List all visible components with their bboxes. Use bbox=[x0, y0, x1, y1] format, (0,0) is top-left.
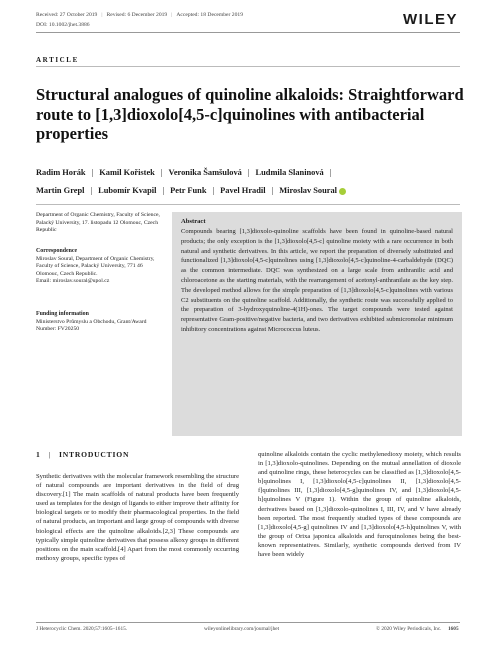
author-name[interactable]: Lubomír Kvapil bbox=[98, 186, 157, 195]
author-separator: | bbox=[271, 186, 274, 195]
correspondence-block bbox=[36, 248, 166, 286]
wiley-logo: WILEY bbox=[403, 11, 458, 28]
author-name[interactable]: Miroslav Soural bbox=[279, 186, 337, 195]
article-type-label: ARTICLE bbox=[36, 56, 79, 64]
received-dates bbox=[36, 12, 243, 18]
author-name[interactable]: Petr Funk bbox=[170, 186, 207, 195]
header-divider bbox=[36, 32, 460, 33]
date-separator: | bbox=[101, 12, 103, 18]
paper-title: Structural analogues of quinoline alkaloids: Straightforward route to [1,3]dioxolo[4,5-c]quinolines with antibacterial properties bbox=[36, 85, 464, 143]
abstract-box bbox=[172, 212, 462, 436]
accepted-date: Accepted: 18 December 2019 bbox=[176, 12, 243, 18]
correspondence-email[interactable]: Email: miroslav.soural@upol.cz bbox=[36, 278, 110, 285]
doi[interactable]: DOI: 10.1002/jhet.3886 bbox=[36, 22, 90, 28]
section-title: INTRODUCTION bbox=[58, 450, 130, 459]
section-heading bbox=[36, 450, 129, 459]
revised-date: Revised: 6 December 2019 bbox=[106, 12, 168, 18]
section-separator: | bbox=[48, 450, 51, 459]
author-row-1 bbox=[36, 164, 466, 182]
intro-left-column: Synthetic derivatives with the molecular framework resembling the structure of natural compounds are important derivatives in the field of drug discovery.[1] The main scaffolds of natural products have been frequently used as templates for the design of ligands to either improve their affinity for biological targets or to modify their pharmacological properties. In the field of natural products, an important and large group of compounds with diverse biological effects are the quinoline alkaloids.[2,3] These compounds are typically simple quinoline derivatives that possess alkoxy groups in different positions on the main scaffold.[4] Apart from the most commonly occurring methoxy groups, specific types of bbox=[36, 473, 239, 562]
footer-journal: J Heterocyclic Chem. 2020;57:1605–1615. bbox=[36, 626, 128, 632]
author-name[interactable]: Pavel Hradil bbox=[220, 186, 266, 195]
author-name[interactable]: Ludmila Slaninová bbox=[255, 168, 324, 177]
author-name[interactable]: Radim Horák bbox=[36, 168, 86, 177]
intro-right-column: quinoline alkaloids contain the cyclic methylenedioxy moiety, which results in [1,3]dioxolo-quinolines. Depending on the mutual annellation of dioxole and quinoline rings, these heterocycles can be classified as [1,3]dioxolo[4,5-b]quinolines I, [1,3]dioxolo[4,5-c]quinolines II, [1,3]dioxolo[4,5-f]quinolines III, [1,3]dioxolo[4,5-g]quinolines IV, and [1,3]dioxolo[4,5-h]quinolines V (Figure 1). Within the group of quinoline alkaloids, derivatives based on [1,3]dioxolo-quinolines I, III, IV, and V have already been reported. The most frequently studied types of these compounds are [1,3]dioxolo[4,5-g] quinolines IV and [1,3]dioxolo[4,5-h]quinolines V, with the group of Orixa japonica alkaloids and furoquinolones being the best-known representatives. Similarly, synthetic compounds derived from IV have been widely bbox=[258, 451, 461, 559]
correspondence-heading: Correspondence bbox=[36, 248, 78, 254]
footer-copyright: © 2020 Wiley Periodicals, Inc. bbox=[376, 626, 442, 632]
section-number: 1 bbox=[36, 450, 41, 459]
author-name[interactable]: Martin Grepl bbox=[36, 186, 85, 195]
article-divider bbox=[36, 66, 460, 67]
author-name[interactable]: Veronika Šamšulová bbox=[168, 168, 242, 177]
author-list bbox=[36, 164, 466, 200]
authors-divider bbox=[36, 204, 460, 205]
abstract-heading: Abstract bbox=[181, 218, 206, 225]
orcid-icon[interactable] bbox=[339, 188, 346, 195]
author-row-2 bbox=[36, 182, 466, 200]
author-name[interactable]: Kamil Kořistek bbox=[99, 168, 155, 177]
abstract-body: Compounds bearing [1,3]dioxolo-quinoline scaffolds have been found in quinoline-based natural products; the only exception is the [1,3]dioxolo[4,5-c] quinoline moiety with a rare occurrence in both natural and synthetic derivatives. In this article, we report the preparation of diversely substituted and functionalized [1,3]dioxolo[4,5-c]quinolines using [1,3]dioxolo[4,5-c]quinoline-4-carbaldehyde (DQC) as the common intermediate. DQC was synthesized on a large scale from anthranilic acid and chloroacetone as the starting materials, with the rearrangement of acetonyl-anthranilate as the key step. The developed method allows for the simple preparation of [1,3]dioxolo[4,5-c]quinolines with various C2 substituents on the quinoline scaffold. Additionally, the synthetic route was successfully applied to the preparation of 3-hydroxyquinoline-4(1H)-ones. The target compounds were tested against representative Gram-positive/negative bacteria, and two derivatives exhibited submicromolar minimum inhibitory concentrations against Micrococcus luteus. bbox=[181, 228, 453, 333]
author-separator: | bbox=[329, 168, 332, 177]
date-separator: | bbox=[171, 12, 173, 18]
funding-heading: Funding information bbox=[36, 311, 89, 317]
funding-text: Ministerstvo Průmyslu a Obchodu, Grant/Award Number: FV20250 bbox=[36, 318, 147, 333]
received-date: Received: 27 October 2019 bbox=[36, 12, 98, 18]
funding-block bbox=[36, 311, 166, 334]
author-separator: | bbox=[91, 168, 94, 177]
author-separator: | bbox=[162, 186, 165, 195]
author-separator: | bbox=[247, 168, 250, 177]
footer-url[interactable]: wileyonlinelibrary.com/journal/jhet bbox=[204, 626, 280, 632]
correspondence-text: Miroslav Soural, Department of Organic Chemistry, Faculty of Science, Palacký University, 771 46 Olomouc, Czech Republic. bbox=[36, 255, 155, 277]
footer-divider bbox=[36, 622, 460, 623]
author-separator: | bbox=[212, 186, 215, 195]
author-separator: | bbox=[160, 168, 163, 177]
page-number: 1605 bbox=[448, 626, 459, 632]
affiliation: Department of Organic Chemistry, Faculty of Science, Palacký University, 17. listopadu 12 Olomouc, Czech Republic bbox=[36, 212, 160, 234]
author-separator: | bbox=[90, 186, 93, 195]
